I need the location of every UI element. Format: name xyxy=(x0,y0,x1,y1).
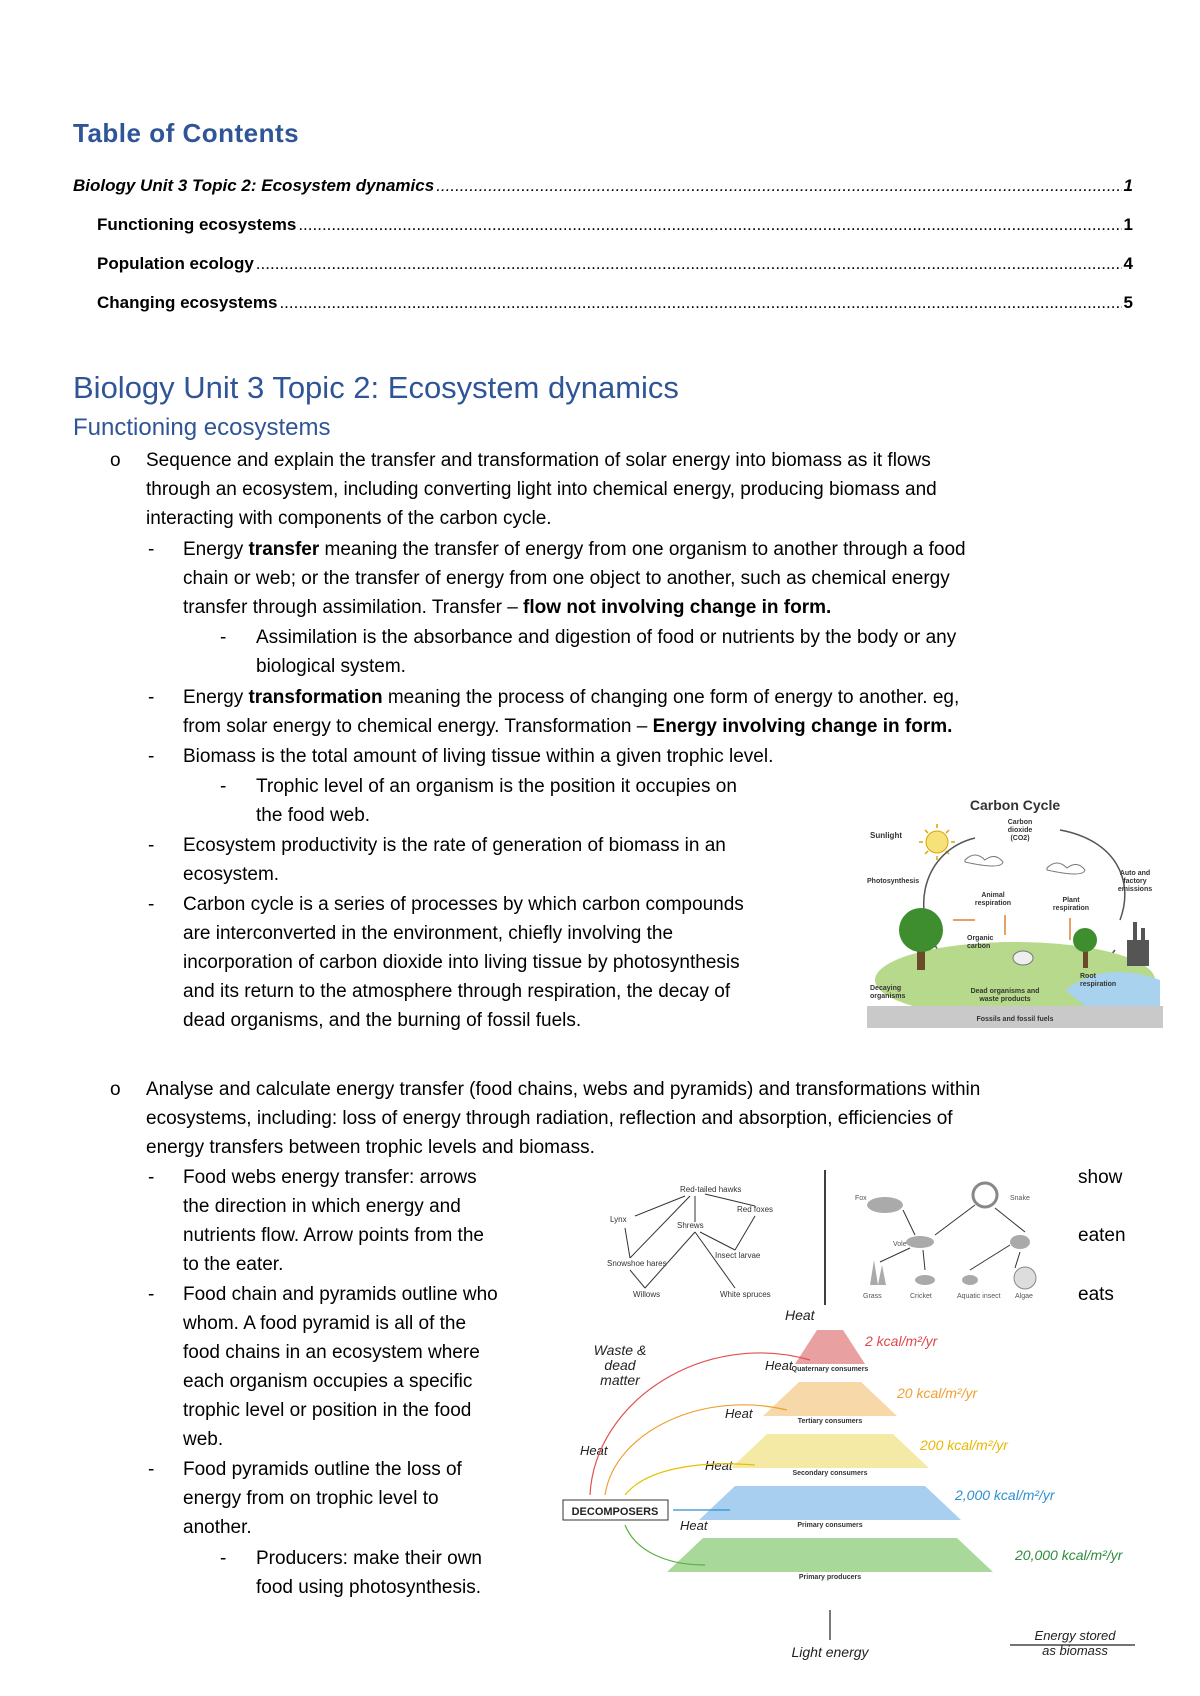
pyramid-level-label: Tertiary consumers xyxy=(797,1418,863,1425)
text-line: Energy transformation meaning the process of changing one form of energy to another. eg, xyxy=(183,687,960,708)
text-line: each organism occupies a specific xyxy=(183,1371,473,1392)
toc-entry-page: 1 xyxy=(1123,215,1133,234)
text-line: the direction in which energy and xyxy=(183,1196,461,1217)
svg-text:Snake: Snake xyxy=(1010,1195,1030,1202)
text-line: Assimilation is the absorbance and digestion of food or nutrients by the body or any xyxy=(256,627,957,648)
heat-label: Heat xyxy=(765,1358,793,1373)
bullet-dash: - xyxy=(220,776,227,797)
vole-icon xyxy=(906,1236,934,1248)
carbon-cycle-figure xyxy=(865,790,1165,1030)
cricket-icon xyxy=(915,1275,935,1285)
text-line: energy transfers between trophic levels and biomass. xyxy=(146,1137,595,1158)
heading-1: Biology Unit 3 Topic 2: Ecosystem dynamics xyxy=(73,370,679,405)
toc-leader xyxy=(256,254,1122,274)
food-web-arrows-right xyxy=(880,1205,1025,1270)
bullet-dash: - xyxy=(148,1284,155,1305)
heading-2: Functioning ecosystems xyxy=(73,414,331,441)
text-line: dead organisms, and the burning of fossil fuels. xyxy=(183,1010,582,1031)
cloud-icon xyxy=(1047,863,1085,874)
text-line: incorporation of carbon dioxide into living tissue by photosynthesis xyxy=(183,952,740,973)
bullet-dash: - xyxy=(148,687,155,708)
text-line: Analyse and calculate energy transfer (food chains, webs and pyramids) and transformations within xyxy=(146,1079,981,1100)
pyramid-level xyxy=(699,1486,961,1520)
grass-icon xyxy=(870,1260,886,1285)
toc-leader xyxy=(279,293,1121,313)
toc-entry-label: Population ecology xyxy=(97,254,254,273)
bullet-o: o xyxy=(110,1079,121,1100)
bullet-dash: - xyxy=(148,1459,155,1480)
bullet-dash: - xyxy=(148,894,155,915)
text-line: biological system. xyxy=(256,656,406,677)
text-line: Food pyramids outline the loss of xyxy=(183,1459,462,1480)
text-line: Food webs energy transfer: arrows xyxy=(183,1167,477,1188)
svg-text:organisms: organisms xyxy=(870,993,906,1000)
text-line: web. xyxy=(183,1429,224,1450)
factory-icon xyxy=(1127,922,1149,966)
text-line: and its return to the atmosphere through respiration, the decay of xyxy=(183,981,731,1002)
text-line: energy from on trophic level to xyxy=(183,1488,439,1509)
svg-text:Dead organisms and: Dead organisms and xyxy=(970,988,1040,995)
energy-value-label: 2 kcal/m²/yr xyxy=(865,1333,938,1349)
heat-label: Heat xyxy=(785,1310,815,1323)
toc-entry[interactable] xyxy=(73,176,1133,196)
toc-entry[interactable] xyxy=(97,254,1133,274)
svg-text:Red-tailed hawks: Red-tailed hawks xyxy=(680,1185,742,1194)
svg-text:Willows: Willows xyxy=(633,1290,661,1299)
svg-text:Algae: Algae xyxy=(1015,1293,1033,1300)
svg-text:matter: matter xyxy=(600,1372,640,1388)
svg-text:Animal: Animal xyxy=(981,892,1005,899)
bullet-dash: - xyxy=(148,1167,155,1188)
text-line: are interconverted in the environment, chiefly involving the xyxy=(183,923,674,944)
bullet-dash: - xyxy=(148,539,155,560)
text-line: whom. A food pyramid is all of the xyxy=(183,1313,467,1334)
pyramid-level xyxy=(763,1382,897,1416)
toc-entry-page: 4 xyxy=(1123,254,1133,273)
heat-label: Heat xyxy=(705,1458,733,1473)
decomposers-label: DECOMPOSERS xyxy=(571,1506,659,1518)
toc-entry[interactable] xyxy=(97,293,1133,313)
text-line: Trophic level of an organism is the position it occupies on xyxy=(256,776,737,797)
cloud-icon xyxy=(965,855,1003,866)
insect-icon xyxy=(962,1275,978,1285)
text-line: Sequence and explain the transfer and transformation of solar energy into biomass as it flows xyxy=(146,450,931,471)
text-line: interacting with components of the carbon cycle. xyxy=(146,508,552,529)
text-line: through an ecosystem, including converting light into chemical energy, producing biomass and xyxy=(146,479,937,500)
text-line: eats xyxy=(1078,1284,1114,1305)
text-line: trophic level or position in the food xyxy=(183,1400,472,1421)
heat-label: Heat xyxy=(580,1443,608,1458)
sun-icon xyxy=(919,824,955,860)
svg-text:as biomass: as biomass xyxy=(1042,1643,1108,1658)
svg-text:Vole: Vole xyxy=(893,1241,907,1248)
toc-leader xyxy=(298,215,1121,235)
svg-text:Carbon: Carbon xyxy=(1007,819,1033,826)
svg-text:Red foxes: Red foxes xyxy=(737,1205,774,1214)
bullet-dash: - xyxy=(148,746,155,767)
energy-value-label: 200 kcal/m²/yr xyxy=(920,1437,1008,1453)
text-line: from solar energy to chemical energy. Transformation – Energy involving change in form. xyxy=(183,716,953,737)
pyramid-level-label: Quaternary consumers xyxy=(791,1366,869,1373)
svg-text:Waste &: Waste & xyxy=(593,1342,647,1358)
energy-value-label: 20 kcal/m²/yr xyxy=(897,1385,978,1401)
toc-entry-label: Changing ecosystems xyxy=(97,293,278,312)
bullet-dash: - xyxy=(148,835,155,856)
algae-icon xyxy=(1014,1267,1036,1289)
svg-text:Fossils and fossil fuels: Fossils and fossil fuels xyxy=(976,1016,1054,1023)
toc-entry[interactable] xyxy=(97,215,1133,235)
text-line: Biomass is the total amount of living tissue within a given trophic level. xyxy=(183,746,774,767)
food-web-arrows xyxy=(625,1194,755,1288)
text-line: Carbon cycle is a series of processes by which carbon compounds xyxy=(183,894,744,915)
frog-icon xyxy=(1010,1235,1030,1249)
svg-text:Cricket: Cricket xyxy=(910,1293,932,1300)
svg-text:emissions: emissions xyxy=(1117,886,1153,893)
fox-icon xyxy=(867,1197,903,1213)
svg-text:respiration: respiration xyxy=(1052,905,1090,912)
svg-text:Shrews: Shrews xyxy=(677,1221,704,1230)
svg-text:waste products: waste products xyxy=(979,996,1031,1003)
svg-text:dioxide: dioxide xyxy=(1007,827,1033,834)
pyramid-level xyxy=(731,1434,929,1468)
svg-text:(CO2): (CO2) xyxy=(1010,835,1030,842)
svg-text:carbon: carbon xyxy=(967,943,991,950)
energy-pyramid-figure xyxy=(555,1310,1175,1690)
toc-title: Table of Contents xyxy=(73,118,300,148)
svg-text:Photosynthesis: Photosynthesis xyxy=(867,878,920,885)
svg-text:Grass: Grass xyxy=(863,1293,882,1300)
pyramid-level-label: Primary producers xyxy=(798,1574,862,1581)
bullet-o: o xyxy=(110,450,121,471)
light-energy-label: Light energy xyxy=(791,1644,869,1660)
bullet-dash: - xyxy=(220,1548,227,1569)
text-line: nutrients flow. Arrow points from the xyxy=(183,1225,484,1246)
svg-text:Aquatic insect: Aquatic insect xyxy=(957,1293,1001,1300)
text-line: food using photosynthesis. xyxy=(256,1577,481,1598)
food-web-figure xyxy=(585,1170,1065,1305)
text-line: Energy transfer meaning the transfer of energy from one organism to another through a food xyxy=(183,539,966,560)
svg-text:Snowshoe hares: Snowshoe hares xyxy=(607,1259,667,1268)
label-sunlight: Sunlight xyxy=(870,831,902,840)
sheep-icon xyxy=(1013,951,1033,965)
toc-entry-page: 5 xyxy=(1123,293,1133,312)
text-line: food chains in an ecosystem where xyxy=(183,1342,480,1363)
svg-text:factory: factory xyxy=(1123,878,1147,885)
svg-text:White spruces: White spruces xyxy=(720,1290,771,1299)
svg-text:Auto and: Auto and xyxy=(1119,870,1151,877)
bullet-dash: - xyxy=(220,627,227,648)
svg-text:Plant: Plant xyxy=(1062,897,1080,904)
text-line: eaten xyxy=(1078,1225,1126,1246)
svg-text:respiration: respiration xyxy=(1080,981,1117,988)
text-line: to the eater. xyxy=(183,1254,284,1275)
toc-entry-page: 1 xyxy=(1123,176,1133,195)
text-line: show xyxy=(1078,1167,1123,1188)
text-line: transfer through assimilation. Transfer – flow not involving change in form. xyxy=(183,597,832,618)
svg-text:Organic: Organic xyxy=(967,935,994,942)
svg-text:Decaying: Decaying xyxy=(870,985,902,992)
text-line: ecosystem. xyxy=(183,864,280,885)
toc-entry-label: Functioning ecosystems xyxy=(97,215,297,234)
toc-leader xyxy=(436,176,1121,196)
carbon-cycle-title: Carbon Cycle xyxy=(969,797,1061,813)
svg-text:Lynx: Lynx xyxy=(610,1215,627,1224)
text-line: ecosystems, including: loss of energy through radiation, reflection and absorption, efficiencies of xyxy=(146,1108,953,1129)
text-line: the food web. xyxy=(256,805,371,826)
svg-text:Energy stored: Energy stored xyxy=(1034,1628,1116,1643)
text-line: Food chain and pyramids outline who xyxy=(183,1284,498,1305)
svg-text:Insect larvae: Insect larvae xyxy=(715,1251,761,1260)
text-line: another. xyxy=(183,1517,252,1538)
toc-entry-label: Biology Unit 3 Topic 2: Ecosystem dynamics xyxy=(73,176,435,195)
heat-label: Heat xyxy=(680,1518,708,1533)
svg-text:respiration: respiration xyxy=(974,900,1012,907)
svg-text:Root: Root xyxy=(1080,973,1096,980)
text-line: Producers: make their own xyxy=(256,1548,482,1569)
pyramid-level-label: Secondary consumers xyxy=(792,1470,868,1477)
text-line: chain or web; or the transfer of energy from one object to another, such as chemical energy xyxy=(183,568,950,589)
pyramid-level xyxy=(667,1538,993,1572)
heat-label: Heat xyxy=(725,1406,753,1421)
svg-text:dead: dead xyxy=(604,1357,636,1373)
snake-icon xyxy=(973,1183,997,1207)
text-line: Ecosystem productivity is the rate of generation of biomass in an xyxy=(183,835,726,856)
pyramid-level-label: Primary consumers xyxy=(797,1522,863,1529)
svg-text:Fox: Fox xyxy=(855,1195,867,1202)
energy-value-label: 20,000 kcal/m²/yr xyxy=(1015,1547,1123,1563)
energy-value-label: 2,000 kcal/m²/yr xyxy=(955,1487,1055,1503)
